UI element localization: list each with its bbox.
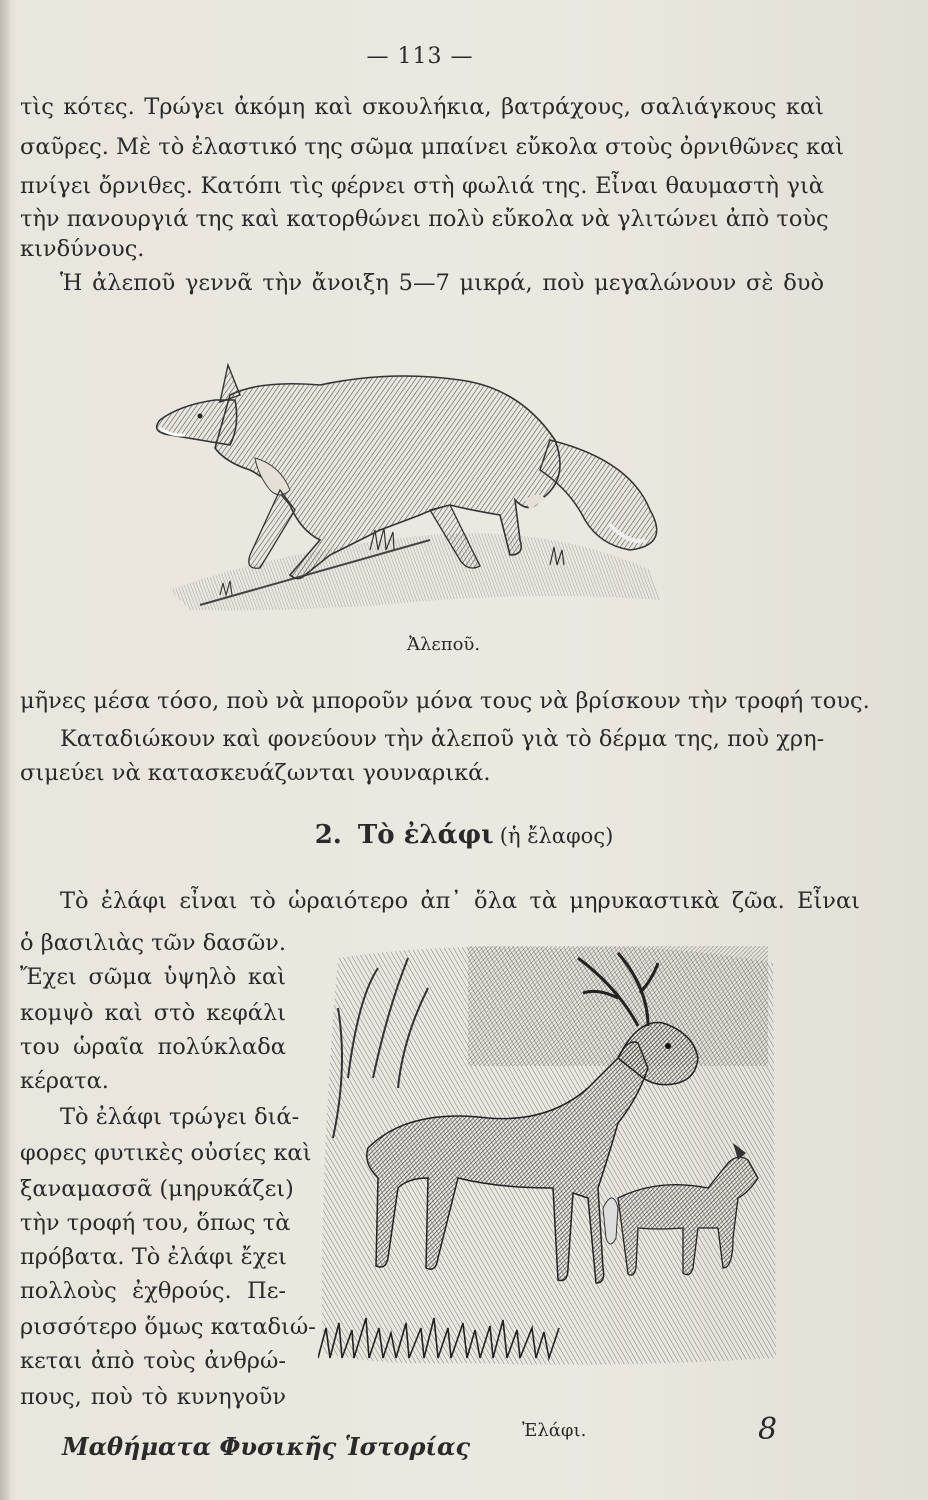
column-line: κέρατα.	[20, 1068, 109, 1094]
section-number: 2.	[314, 820, 342, 850]
deer-illustration	[318, 938, 778, 1378]
column-line: πρόβατα. Τὸ ἐλάφι ἔχει	[20, 1244, 287, 1270]
column-line: κεται ἀπὸ τοὺς ἀνθρώ-	[20, 1348, 286, 1374]
text-line: πνίγει ὄρνιθες. Κατόπι τὶς φέρνει στὴ φωλιά της. Εἶναι θαυμαστὴ γιὰ	[20, 173, 824, 199]
fox-illustration	[130, 340, 690, 630]
column-line: τὴν τροφή του, ὅπως τὰ	[20, 1210, 291, 1236]
column-line: πολλοὺς ἐχθρούς. Πε-	[20, 1278, 286, 1304]
section-alt-name: (ἡ ἔλαφος)	[499, 824, 614, 848]
text-line: Καταδιώκουν καὶ φονεύουν τὴν ἀλεποῦ γιὰ τὸ δέρμα της, ποὺ χρη-	[60, 726, 825, 752]
text-line: κινδύνους.	[20, 236, 145, 262]
column-line: πους, ποὺ τὸ κυνηγοῦν	[20, 1384, 286, 1410]
column-line: ξαναμασσᾶ (μηρυκάζει)	[20, 1176, 294, 1202]
deer-caption: Ἐλάφι.	[522, 1420, 587, 1441]
page-number: — 113 —	[366, 44, 474, 69]
section-title: Τὸ ἐλάφι	[357, 820, 494, 850]
text-line: σιμεύει νὰ κατασκευάζωνται γουναρικά.	[20, 760, 491, 786]
book-title: Μαθήματα Φυσικῆς Ἱστορίας	[62, 1432, 471, 1461]
fox-caption: Ἀλεποῦ.	[407, 634, 481, 655]
column-line: του ὡραῖα πολύκλαδα	[20, 1034, 286, 1060]
column-line: ὁ βασιλιὰς τῶν δασῶν.	[20, 930, 287, 956]
text-line: σαῦρες. Μὲ τὸ ἐλαστικό της σῶμα μπαίνει εὔκολα στοὺς ὀρνιθῶνες καὶ	[20, 134, 845, 160]
text-line: τὶς κότες. Τρώγει ἀκόμη καὶ σκουλήκια, βατράχους, σαλιάγκους καὶ	[20, 94, 824, 120]
column-line: Ἔχει σῶμα ὑψηλὸ καὶ	[20, 964, 286, 990]
text-line: Τὸ ἐλάφι εἶναι τὸ ὡραιότερο ἀπ᾿ ὅλα τὰ μηρυκαστικὰ ζῶα. Εἶναι	[60, 888, 860, 914]
column-line: κομψὸ καὶ στὸ κεφάλι	[20, 1000, 286, 1026]
text-line: τὴν πανουργιά της καὶ κατορθώνει πολὺ εὔκολα νὰ γλιτώνει ἀπὸ τοὺς	[20, 206, 829, 232]
section-heading	[0, 820, 928, 850]
sheet-signature: 8	[758, 1412, 778, 1447]
page-edge	[0, 0, 10, 1500]
column-line: ρισσότερο ὅμως καταδιώ-	[20, 1314, 316, 1340]
text-line: Ἡ ἀλεποῦ γεννᾶ τὴν ἄνοιξη 5—7 μικρά, ποὺ μεγαλώνουν σὲ δυὸ	[60, 270, 824, 296]
column-line: φορες φυτικὲς οὐσίες καὶ	[20, 1140, 312, 1166]
column-line: Τὸ ἐλάφι τρώγει διά-	[60, 1104, 300, 1130]
text-line: μῆνες μέσα τόσο, ποὺ νὰ μποροῦν μόνα τους νὰ βρίσκουν τὴν τροφή τους.	[20, 688, 870, 714]
